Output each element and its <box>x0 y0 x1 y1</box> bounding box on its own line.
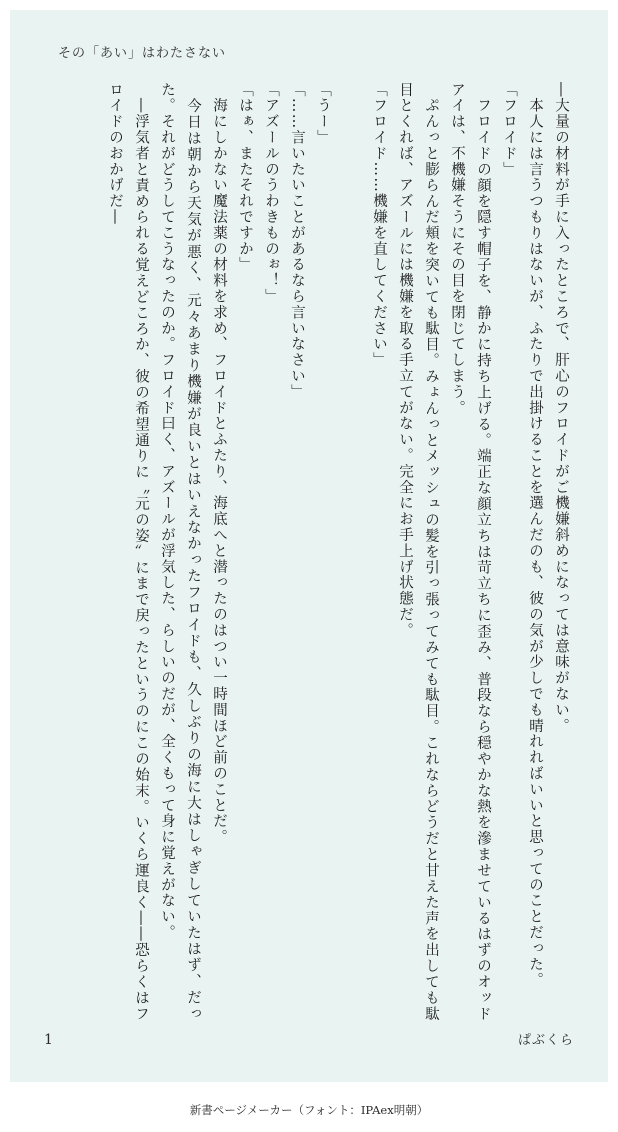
page-number: 1 <box>44 1032 53 1048</box>
paragraph: 「うー」 <box>315 82 331 146</box>
novel-sheet <box>10 10 608 1082</box>
text-group-right <box>366 82 574 1022</box>
page-footer <box>44 1029 574 1048</box>
author-label: ぱぶくら <box>517 1033 574 1048</box>
paragraph: 「フロイド……機嫌を直してください」 <box>371 82 387 369</box>
vertical-text-body <box>44 82 574 1022</box>
paragraph: ―大量の材料が手に入ったところで、肝心のフロイドがご機嫌斜めになっては意味がない。 <box>553 82 569 734</box>
paragraph: ぷんっと膨らんだ頬を突いても駄目。みょんっとメッシュの髪を引っ張ってみても駄目。これならどうだと甘えた声を出しても駄目とくれば、アズールには機嫌を取る手立てがない。完全にお手上げ状態だ。 <box>397 82 439 1022</box>
paragraph: 「アズールのうわきものぉ！」 <box>263 82 279 305</box>
page-title: その「あい」はわたさない <box>58 46 227 61</box>
tool-caption: 新書ページメーカー（フォント：IPAex明朝） <box>189 1103 429 1117</box>
paragraph: フロイドの顔を隠す帽子を、静かに持ち上げる。端正な顔立ちは苛立ちに歪み、普段なら穏やかな熱を滲ませているはずのオッドアイは、不機嫌そうにその目を閉じてしまう。 <box>449 82 491 1022</box>
paragraph: 海にしかない魔法薬の材料を求め、フロイドとふたり、海底へと潜ったのはつい一時間ほど前のことだ。 <box>211 82 227 846</box>
paragraph: 今日は朝から天気が悪く、元々あまり機嫌が良いとはいえなかったフロイドも、久しぶりの海に大はしゃぎしていたはず、だった。それがどうしてこうなったのか。フロイド曰く、アズールが浮気した、らしいのだが、全くもって身に覚えがない。 <box>159 82 201 1022</box>
paragraph: 「はぁ、またそれですか」 <box>237 82 253 273</box>
paragraph: 本人には言うつもりはないが、ふたりで出掛けることを選んだのも、彼の気が少しでも晴れればいいと思ってのことだった。 <box>527 82 543 989</box>
paragraph: 「フロイド」 <box>501 82 517 178</box>
text-group-left <box>102 82 336 1022</box>
paragraph: ―浮気者と責められる覚えどころか、彼の希望通りに〝元の姿〟にまで戻ったというのにこの始末。いくら運良く――恐らくはフロイドのおかげだ― <box>107 82 149 1022</box>
paragraph: 「……言いたいことがあるなら言いなさい」 <box>289 82 305 400</box>
